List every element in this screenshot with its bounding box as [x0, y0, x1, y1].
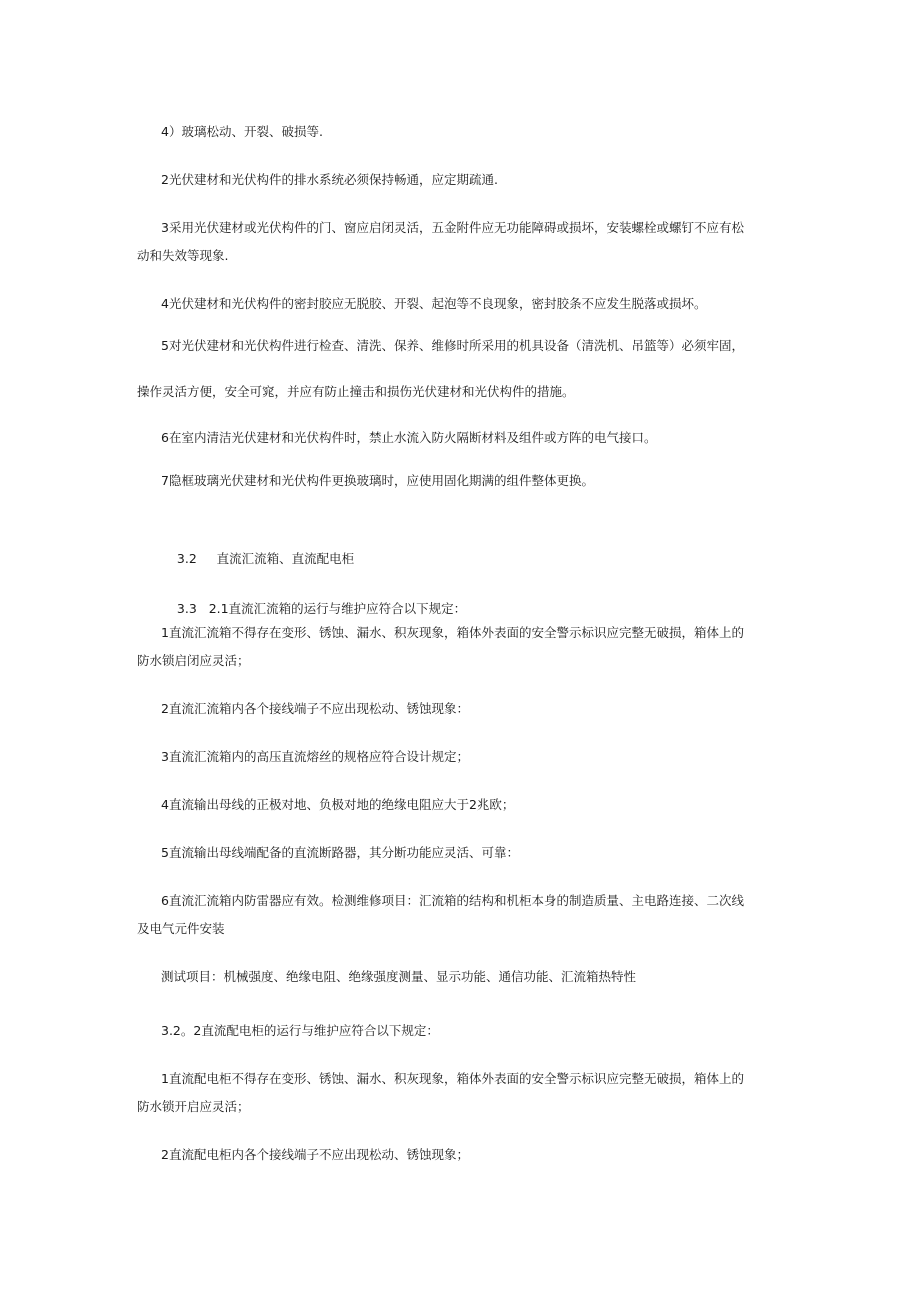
paragraph-item [161, 1143, 469, 1167]
paragraph-line: 2光伏建材和光伏构件的排水系统必须保持畅通，应定期疏通. [161, 172, 498, 187]
paragraph-item [161, 120, 323, 144]
paragraph-item [161, 841, 519, 865]
paragraph-line: 7隐框玻璃光伏建材和光伏构件更换玻璃时，应使用固化期满的组件整体更换。 [161, 473, 594, 488]
paragraph-item [161, 697, 469, 721]
paragraph-line: 3.2 直流汇流箱、直流配电柜 [176, 551, 355, 566]
paragraph-line: 2直流配电柜内各个接线端子不应出现松动、锈蚀现象； [161, 1147, 469, 1162]
paragraph-line: 操作灵活方便，安全可窕，并应有防止撞击和损伤光伏建材和光伏构件的措施。 [137, 384, 575, 399]
paragraph-item [161, 292, 706, 316]
paragraph-item [137, 244, 228, 268]
paragraph-item [137, 917, 225, 941]
paragraph-line: 3采用光伏建材或光伏构件的门、窗应启闭灵活，五金附件应无功能障碍或损坏，安装螺栓或螺钉不应有松 [161, 220, 744, 235]
paragraph-item [137, 1095, 250, 1119]
paragraph-item [161, 965, 636, 989]
paragraph-item [161, 334, 744, 358]
paragraph-line: 3.3 2.1直流汇流箱的运行与维护应符合以下规定： [176, 601, 467, 616]
paragraph-item [161, 793, 514, 817]
paragraph-line: 4）玻璃松动、开裂、破损等. [161, 124, 323, 139]
paragraph-item [137, 380, 575, 404]
paragraph-line: 动和失效等现象. [137, 248, 229, 263]
paragraph-item [161, 745, 469, 769]
paragraph-line: 6直流汇流箱内防雷器应有效。检测维修项目：汇流箱的结构和机柜本身的制造质量、主电路连接、二次线 [161, 893, 744, 908]
paragraph-line: 4直流输出母线的正极对地、负极对地的绝缘电阻应大于2兆欧； [161, 797, 515, 812]
paragraph-line: 5直流输出母线端配备的直流断路器，其分断功能应灵活、可靠： [161, 845, 519, 860]
paragraph-line: 2直流汇流箱内各个接线端子不应出现松动、锈蚀现象： [161, 701, 469, 716]
paragraph-item [161, 469, 594, 493]
paragraph-item [161, 168, 498, 192]
paragraph-item [137, 649, 250, 673]
paragraph-item [161, 889, 744, 913]
paragraph-line: 测试项目：机械强度、绝缘电阻、绝缘强度测量、显示功能、通信功能、汇流箱热特性 [161, 969, 637, 984]
paragraph-line: 1直流汇流箱不得存在变形、锈蚀、漏水、积灰现象，箱体外表面的安全警示标识应完整无破损，箱体上的 [161, 625, 744, 640]
section-heading [161, 1019, 439, 1043]
paragraph-item [161, 426, 656, 450]
paragraph-line: 3直流汇流箱内的高压直流熔丝的规格应符合设计规定； [161, 749, 469, 764]
paragraph-line: 3.2。2直流配电柜的运行与维护应符合以下规定： [161, 1023, 439, 1038]
paragraph-item [161, 1067, 744, 1091]
paragraph-item [161, 216, 744, 240]
paragraph-line: 6在室内清洁光伏建材和光伏构件时，禁止水流入防火隔断材料及组件或方阵的电气接口。 [161, 430, 657, 445]
paragraph-line: 防水锁开启应灵活； [137, 1099, 250, 1114]
paragraph-line: 4光伏建材和光伏构件的密封胶应无脱胶、开裂、起泡等不良现象，密封胶条不应发生脱落或损坏。 [161, 296, 707, 311]
paragraph-line: 及电气元件安装 [137, 921, 225, 936]
paragraph-line: 5对光伏建材和光伏构件进行检查、清洗、保养、维修时所采用的机具设备（清洗机、吊篮等）必须牢固， [161, 338, 744, 353]
paragraph-line: 防水锁启闭应灵活； [137, 653, 250, 668]
paragraph-item [161, 621, 744, 645]
paragraph-line: 1直流配电柜不得存在变形、锈蚀、漏水、积灰现象，箱体外表面的安全警示标识应完整无破损，箱体上的 [161, 1071, 744, 1086]
